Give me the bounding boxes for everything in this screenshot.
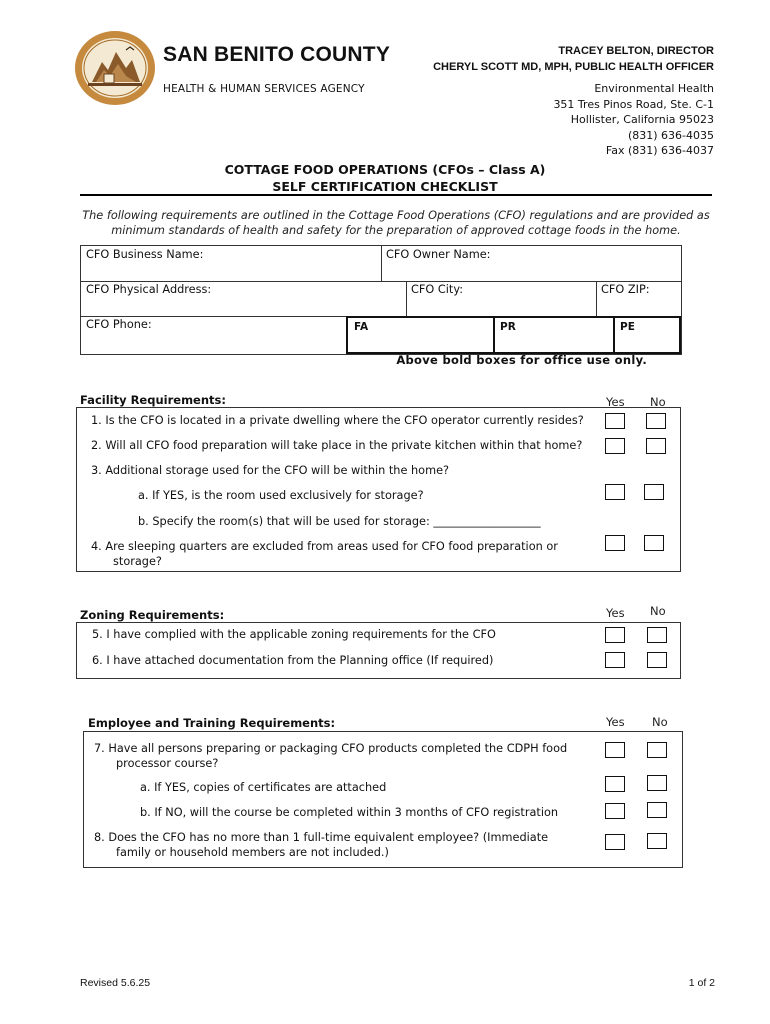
zoning-yes-label: Yes [606, 606, 625, 620]
facility-heading: Facility Requirements: [80, 393, 226, 407]
training-yes-label: Yes [606, 715, 625, 729]
q7-yes-checkbox[interactable] [605, 742, 625, 758]
training-q7 [94, 742, 567, 771]
q6-no-checkbox[interactable] [647, 652, 667, 668]
q3a-yes-checkbox[interactable] [605, 484, 625, 500]
q7b-no-checkbox[interactable] [647, 802, 667, 818]
q7-no-checkbox[interactable] [647, 742, 667, 758]
agency-name: HEALTH & HUMAN SERVICES AGENCY [163, 83, 365, 95]
training-q8 [94, 831, 548, 860]
q7b-yes-checkbox[interactable] [605, 803, 625, 819]
q1-yes-checkbox[interactable] [605, 413, 625, 429]
training-q7b: b. If NO, will the course be completed within 3 months of CFO registration [140, 806, 559, 819]
facility-q2: 2. Will all CFO food preparation will take place in the private kitchen within that home? [91, 439, 583, 452]
row-divider [81, 281, 681, 282]
q1-no-checkbox[interactable] [646, 413, 666, 429]
office-use-note: Above bold boxes for office use only. [396, 353, 647, 367]
training-heading: Employee and Training Requirements: [88, 716, 336, 730]
q8-yes-checkbox[interactable] [605, 834, 625, 850]
address-block [553, 81, 714, 159]
q6-yes-checkbox[interactable] [605, 652, 625, 668]
facility-q4-line2: storage? [113, 554, 162, 568]
q4-no-checkbox[interactable] [644, 535, 664, 551]
q2-no-checkbox[interactable] [646, 438, 666, 454]
director-name: TRACEY BELTON, DIRECTOR [558, 45, 714, 57]
business-name-field[interactable]: CFO Business Name: [86, 248, 204, 261]
facility-yes-label: Yes [606, 395, 625, 409]
training-q7-line2: processor course? [116, 756, 219, 770]
q7a-no-checkbox[interactable] [647, 775, 667, 791]
address-street: 351 Tres Pinos Road, Ste. C-1 [553, 97, 714, 111]
city-field[interactable]: CFO City: [411, 283, 463, 296]
training-q8-line1: 8. Does the CFO has no more than 1 full-time equivalent employee? (Immediate [94, 831, 549, 844]
facility-q3b[interactable]: b. Specify the room(s) that will be used for storage: ___________________ [138, 515, 541, 528]
page-number: 1 of 2 [688, 977, 715, 989]
intro-text: The following requirements are outlined in the Cottage Food Operations (CFO) regulations and are provided as minimum standards of health and safety for the preparation of approved cottage foods in the home. [82, 209, 710, 237]
training-q7a: a. If YES, copies of certificates are attached [140, 781, 387, 794]
county-seal-logo [74, 30, 156, 106]
health-officer-name: CHERYL SCOTT MD, MPH, PUBLIC HEALTH OFFICER [433, 61, 714, 73]
cfo-info-table [80, 245, 682, 355]
officer-block [433, 43, 714, 75]
facility-q1: 1. Is the CFO is located in a private dwelling where the CFO operator currently resides? [91, 414, 584, 427]
q4-yes-checkbox[interactable] [605, 535, 625, 551]
fa-box[interactable]: FA [354, 321, 369, 333]
title-line-1: COTTAGE FOOD OPERATIONS (CFOs – Class A) [224, 162, 546, 177]
q8-no-checkbox[interactable] [647, 833, 667, 849]
zoning-no-label: No [650, 604, 666, 618]
col-divider [596, 281, 597, 316]
revision-date: Revised 5.6.25 [80, 977, 151, 989]
phone-field[interactable]: CFO Phone: [86, 318, 152, 331]
zoning-q6: 6. I have attached documentation from the Planning office (If required) [92, 654, 494, 667]
facility-no-label: No [650, 395, 666, 409]
zoning-q5: 5. I have complied with the applicable zoning requirements for the CFO [92, 628, 496, 641]
address-fax: Fax (831) 636-4037 [605, 144, 714, 157]
col-divider [493, 318, 495, 352]
q2-yes-checkbox[interactable] [605, 438, 625, 454]
facility-q3: 3. Additional storage used for the CFO will be within the home? [91, 464, 450, 477]
q5-yes-checkbox[interactable] [605, 627, 625, 643]
facility-q3a: a. If YES, is the room used exclusively for storage? [138, 489, 424, 502]
training-q8-line2: family or household members are not included.) [116, 845, 389, 859]
physical-address-field[interactable]: CFO Physical Address: [86, 283, 212, 296]
training-q7-line1: 7. Have all persons preparing or packaging CFO products completed the CDPH food [94, 742, 568, 755]
owner-name-field[interactable]: CFO Owner Name: [386, 248, 491, 261]
title-line-2: SELF CERTIFICATION CHECKLIST [272, 179, 498, 194]
address-city: Hollister, California 95023 [570, 113, 714, 126]
q5-no-checkbox[interactable] [647, 627, 667, 643]
document-title [0, 161, 770, 195]
facility-q4-line1: 4. Are sleeping quarters are excluded from areas used for CFO food preparation or [91, 540, 558, 553]
office-use-boxes [346, 316, 681, 354]
zoning-heading: Zoning Requirements: [80, 608, 225, 622]
title-divider [80, 194, 712, 196]
county-name: SAN BENITO COUNTY [163, 43, 391, 66]
training-no-label: No [652, 715, 668, 729]
address-phone: (831) 636-4035 [627, 128, 714, 142]
address-department: Environmental Health [594, 82, 714, 95]
q7a-yes-checkbox[interactable] [605, 776, 625, 792]
q3a-no-checkbox[interactable] [644, 484, 664, 500]
col-divider [406, 281, 407, 316]
zip-field[interactable]: CFO ZIP: [601, 283, 650, 296]
pe-box[interactable]: PE [620, 321, 635, 333]
facility-q4 [91, 540, 558, 569]
pr-box[interactable]: PR [500, 321, 516, 333]
col-divider [613, 318, 615, 352]
col-divider [381, 246, 382, 281]
